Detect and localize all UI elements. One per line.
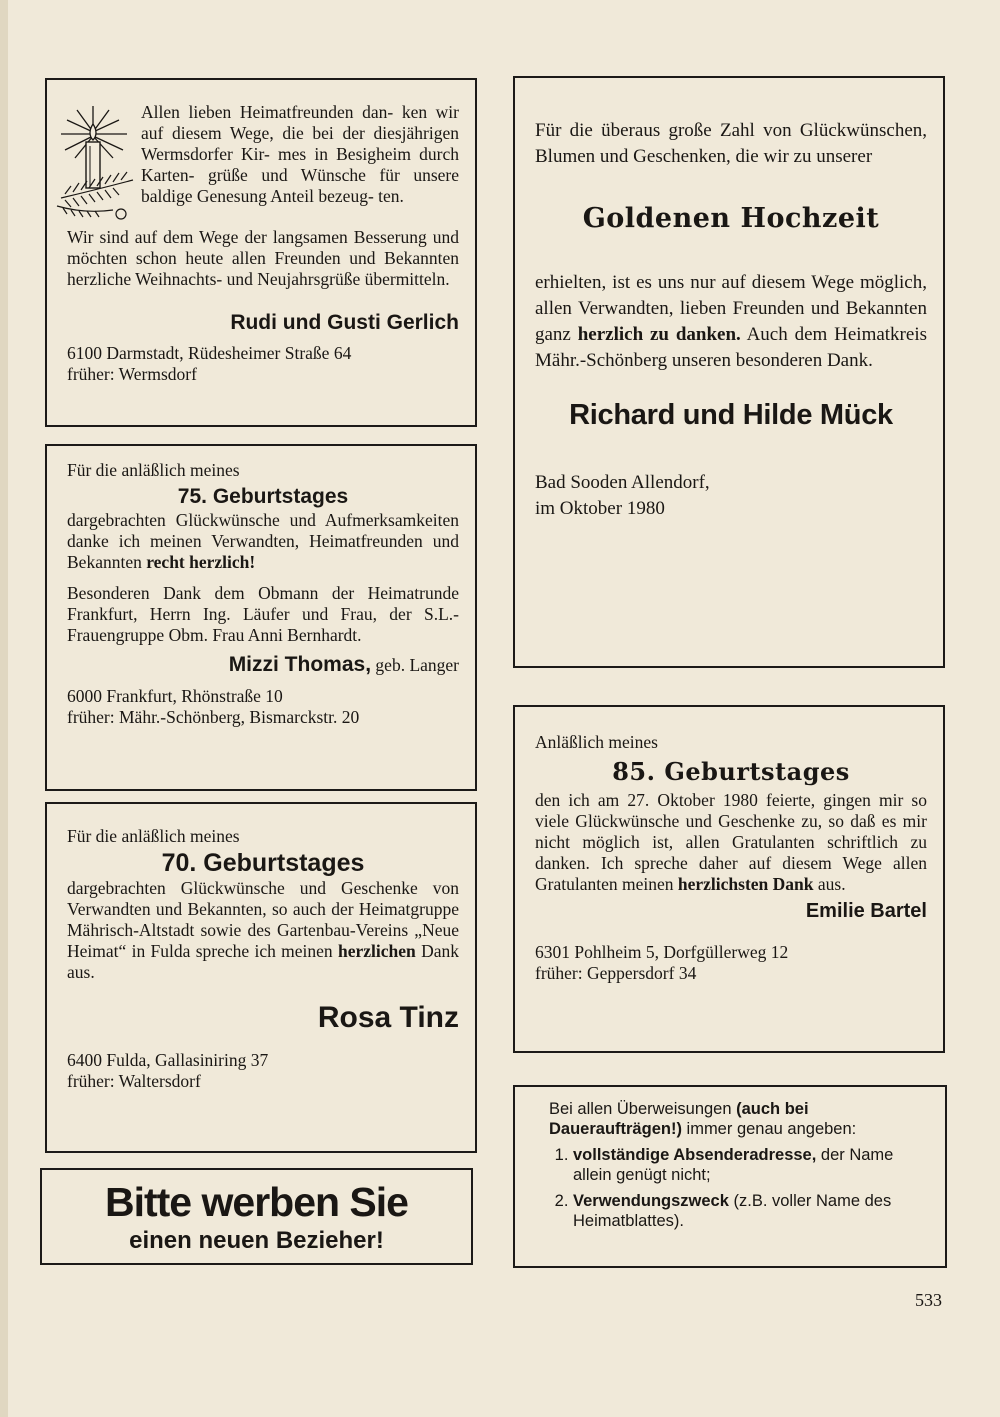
thanks-text: den ich am 27. Oktober 1980 feierte, gingen mir so viele Glückwünsche und Geschenke zu, so daß es mir nicht möglich ist, allen Gratulanten schriftlich zu danken. Ich spreche daher auf diesem Wege allen Gratulanten meinen herzlichsten Dank aus. (535, 790, 927, 894)
thanks-text: erhielten, ist es uns nur auf diesem Wege möglich, allen Verwandten, lieben Freunden und Bekannten ganz herzlich zu danken. Auch dem Heimatkreis Mähr.-Schönberg unseren besonderen Dank. (535, 272, 927, 371)
candle-icon (55, 102, 135, 227)
greeting-text: Allen lieben Heimatfreunden dan- ken wir auf diesem Wege, die bei der diesjährigen Wermsdorfer Kir- mes in Besigheim durch Karten- grüße und Wünsche für unsere baldige Genesung Anteil bezeug- ten. (141, 102, 460, 206)
intro-text: Für die anläßlich meines (67, 826, 240, 846)
instruction-item: 1. vollständige Absenderadresse, der Name allein genügt nicht; (573, 1145, 924, 1185)
former-address: früher: Waltersdorf (67, 1071, 201, 1091)
intro-text: Für die überaus große Zahl von Glückwünschen, Blumen und Geschenken, die wir zu unserer (535, 120, 927, 167)
address: 6100 Darmstadt, Rüdesheimer Straße 64 (67, 343, 352, 363)
place: Bad Sooden Allendorf, (535, 472, 710, 493)
former-address: früher: Geppersdorf 34 (535, 963, 697, 983)
thank-you-notice-tinz (45, 802, 477, 1153)
appeal-subline: einen neuen Bezieher! (129, 1227, 384, 1254)
payment-instructions (513, 1085, 947, 1268)
former-address: früher: Mähr.-Schönberg, Bismarckstr. 20 (67, 707, 360, 727)
thank-you-notice-gerlich (45, 78, 477, 427)
instruction-item: 2. Verwendungszweck (z.B. voller Name des Heimatblattes). (573, 1191, 924, 1231)
former-address: früher: Wermsdorf (67, 364, 197, 384)
birthday-heading: 70. Geburtstages (161, 849, 365, 877)
subscriber-appeal (40, 1168, 473, 1265)
thank-you-notice-thomas (45, 444, 477, 791)
date: im Oktober 1980 (535, 498, 665, 519)
golden-wedding-notice (513, 76, 945, 668)
special-thanks-text: Besonderen Dank dem Obmann der Heimatrunde Frankfurt, Herrn Ing. Läufer und Frau, der S.L.-Frauengruppe Obm. Frau Anni Bernhardt. (67, 583, 459, 645)
recovery-text: Wir sind auf dem Wege der langsamen Besserung und möchten schon heute allen Freunden und Bekannten herzliche Weihnachts- und Neujahrsgrüße übermitteln. (67, 227, 459, 289)
birthday-heading: 85. Geburtstages (612, 757, 850, 786)
signature: Emilie Bartel (805, 900, 927, 922)
thanks-text: dargebrachten Glückwünsche und Aufmerksamkeiten danke ich meinen Verwandten, Heimatfreunden und Bekannten recht herzlich! (67, 510, 459, 572)
signature: Rosa Tinz (317, 1001, 459, 1034)
signature: Mizzi Thomas, geb. Langer (228, 653, 459, 676)
thanks-text: dargebrachten Glückwünsche und Geschenke von Verwandten und Bekannten, so auch der Heimatgruppe Mährisch-Altstadt sowie des Gartenbau-Vereins „Neue Heimat“ in Fulda spreche ich meinen herzlichen Dank aus. (67, 878, 460, 982)
thank-you-notice-bartel (513, 705, 945, 1053)
intro-text: Für die anläßlich meines (67, 460, 240, 480)
signature: Richard und Hilde Mück (569, 399, 893, 431)
appeal-headline: Bitte werben Sie (105, 1179, 408, 1225)
instructions-list (549, 1145, 924, 1231)
birthday-heading: 75. Geburtstages (177, 485, 349, 508)
intro-text: Anläßlich meines (535, 732, 658, 752)
page-number: 533 (915, 1290, 942, 1310)
address: 6400 Fulda, Gallasiniring 37 (67, 1050, 269, 1070)
instructions-intro: Bei allen Überweisungen (auch bei Daueraufträgen!) immer genau angeben: (549, 1100, 857, 1138)
address: 6301 Pohlheim 5, Dorfgüllerweg 12 (535, 942, 789, 962)
golden-wedding-heading: Goldenen Hochzeit (582, 203, 880, 234)
signature: Rudi und Gusti Gerlich (230, 311, 459, 334)
address: 6000 Frankfurt, Rhönstraße 10 (67, 686, 283, 706)
